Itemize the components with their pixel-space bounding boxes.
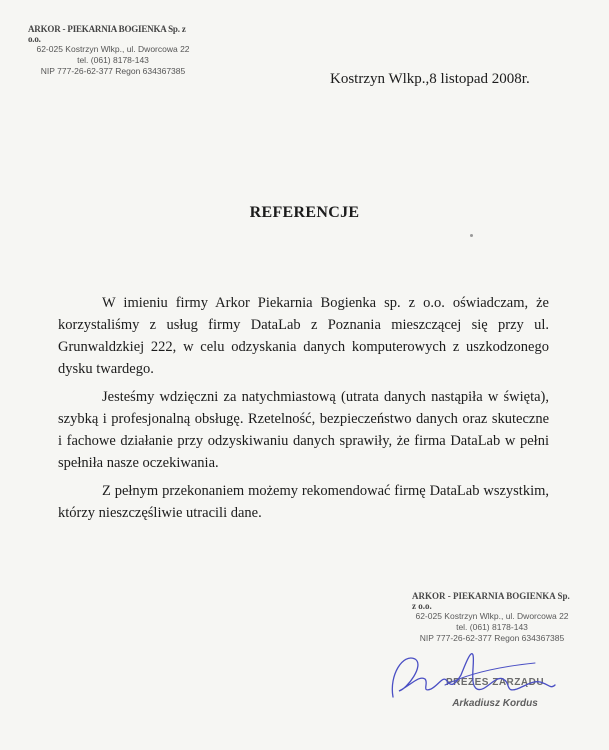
letter-title: REFERENCJE [249,204,360,221]
letterhead-ids: NIP 777-26-62-377 Regon 634367385 [40,66,186,76]
stamp-ids: NIP 777-26-62-377 Regon 634367385 [419,633,565,643]
body-paragraph-3: Z pełnym przekonaniem możemy rekomendować firmę DataLab wszystkim, którzy nieszczęśliwie utracili dane. [58,483,549,521]
letter-body [58,292,549,524]
letter-date: Kostrzyn Wlkp.,8 listopad 2008r. [330,71,530,87]
letterhead-stamp [28,24,198,77]
scan-speck [470,234,473,237]
stamp-phone: tel. (061) 8178-143 [456,622,528,632]
signatory-name: Arkadiusz Kordus [452,698,538,709]
handwritten-signature [385,645,560,705]
signatory-role: PREZES ZARZĄDU [445,677,545,688]
stamp-company: ARKOR - PIEKARNIA BOGIENKA Sp. z o.o. [412,591,570,611]
letterhead-phone: tel. (061) 8178-143 [77,55,149,65]
letterhead-address: 62-025 Kostrzyn Wlkp., ul. Dworcowa 22 [36,44,190,54]
body-paragraph-1: W imieniu firmy Arkor Piekarnia Bogienka sp. z o.o. oświadczam, że korzystaliśmy z usług firmy DataLab z Poznania mieszczącej się przy ul. Grunwaldzkiej 222, w celu odzyskania danych komputerowych z uszkodzonego dysku twardego. [58,295,549,377]
company-stamp [412,591,572,644]
body-paragraph-2: Jesteśmy wdzięczni za natychmiastową (utrata danych nastąpiła w święta), szybką i profesjonalną obsługę. Rzetelność, bezpieczeństwo danych oraz skuteczne i fachowe działanie przy odzyskiwaniu danych sprawiły, że firma DataLab w pełni spełniła nasze oczekiwania. [58,389,549,471]
stamp-address: 62-025 Kostrzyn Wlkp., ul. Dworcowa 22 [415,611,569,621]
letterhead-company: ARKOR - PIEKARNIA BOGIENKA Sp. z o.o. [28,24,186,44]
